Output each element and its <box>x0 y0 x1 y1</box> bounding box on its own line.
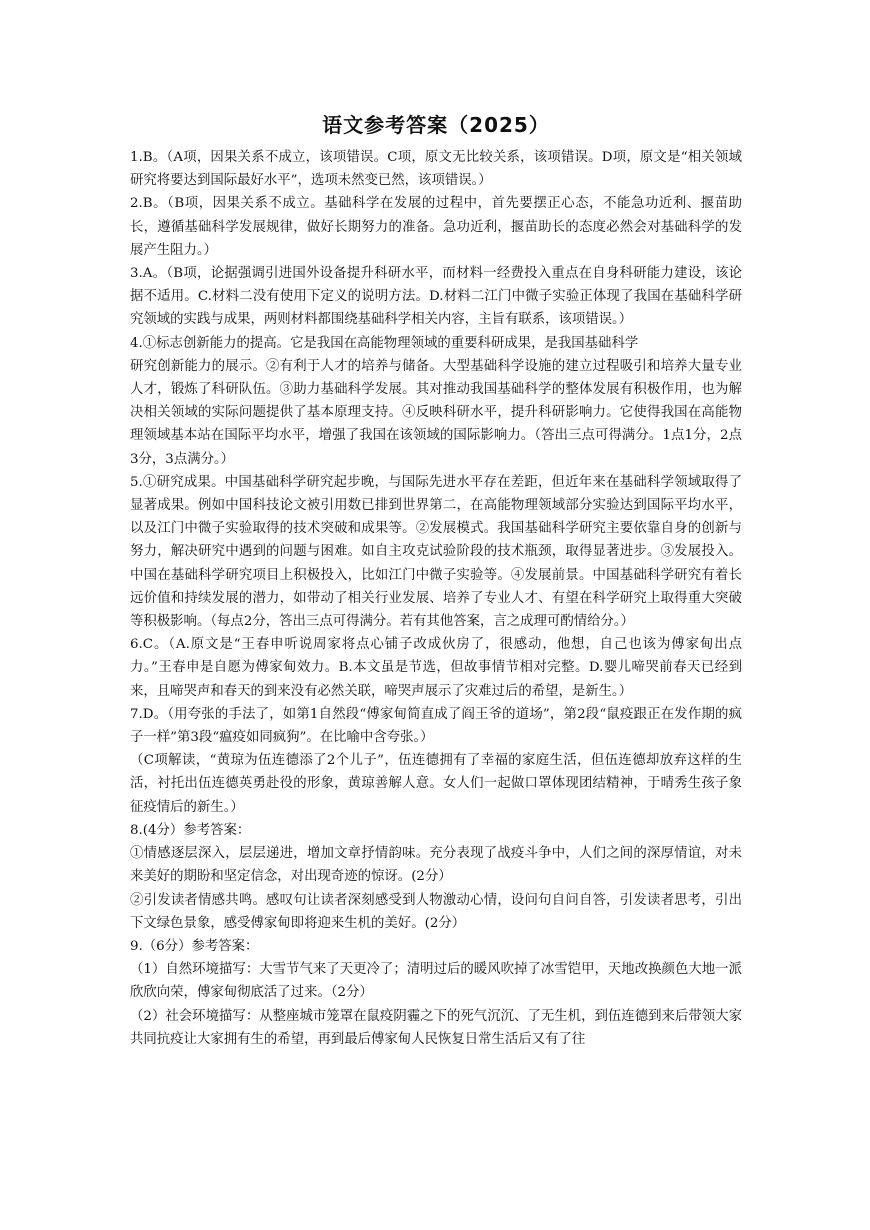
answer-9-heading: 9.（6分）参考答案： <box>130 938 259 954</box>
answer-4-line-2: 研究创新能力的展示。②有利于人才的培养与储备。大型基础科学设施的建立过程吸引和培养大量专业人才，锻炼了科研队伍。③助力基础科学发展。其对推动我国基础科学的整体发展有积极作用，也为解决相关领域的实际问题提供了基本原理支持。④反映科研水平，提升科研影响力。它使得我国在高能物理领域基本站在国际平均水平，增强了我国在该领域的国际影响力。（答出三点可得满分。1点1分，2点3分，3点满分。） <box>130 358 742 467</box>
answer-5: 5.①研究成果。中国基础科学研究起步晚，与国际先进水平存在差距，但近年来在基础科学领域取得了显著成果。例如中国科技论文被引用数已排到世界第二，在高能物理领域部分实验达到国际平均水平，以及江门中微子实验取得的技术突破和成果等。②发展模式。我国基础科学研究主要依靠自身的创新与努力，解决研究中遇到的问题与困难。如自主攻克试验阶段的技术瓶颈，取得显著进步。③发展投入。中国在基础科学研究项目上积极投入，比如江门中微子实验等。④发展前景。中国基础科学研究有着长远价值和持续发展的潜力，如带动了相关行业发展、培养了专业人才、有望在科学研究上取得重大突破等积极影响。（每点2分，答出三点可得满分。若有其他答案，言之成理可酌情给分。） <box>130 474 742 630</box>
answer-8-point-2: ②引发读者情感共鸣。感叹句让读者深刻感受到人物激动心情，设问句自问自答，引发读者思考，引出下文绿色景象，感受傅家甸即将迎来生机的美好。(2分） <box>130 892 742 931</box>
answer-content <box>130 146 742 1051</box>
answer-1: 1.B。（A项，因果关系不成立，该项错误。C项，原文无比较关系，该项错误。D项，原文是“相关领域研究将要达到国际最好水平”，选项未然变已然，该项错误。） <box>130 150 742 189</box>
answer-8-heading: 8.(4分）参考答案： <box>130 822 251 838</box>
answer-8-point-1: ①情感逐层深入，层层递进，增加文章抒情韵味。充分表现了战疫斗争中，人们之间的深厚情谊，对未来美好的期盼和坚定信念，对出现奇迹的惊讶。(2分） <box>130 846 742 885</box>
answer-4-line-1: 4.①标志创新能力的提高。它是我国在高能物理领域的重要科研成果，是我国基础科学 <box>130 335 639 351</box>
answer-sheet-page <box>130 112 742 1051</box>
answer-3: 3.A。（B项，论据强调引进国外设备提升科研水平，而材料一经费投入重点在自身科研能力建设，该论据不适用。C.材料二没有使用下定义的说明方法。D.材料二江门中微子实验正体现了我国在基础科学研究领域的实践与成果，两则材料都围绕基础科学相关内容，主旨有联系，该项错误。） <box>130 266 742 328</box>
answer-2: 2.B。（B项，因果关系不成立。基础科学在发展的过程中，首先要摆正心态，不能急功近利、揠苗助长，遵循基础科学发展规律，做好长期努力的准备。急功近利，揠苗助长的态度必然会对基础科学的发展产生阻力。） <box>130 196 742 258</box>
answer-9-point-1: （1）自然环境描写：大雪节气来了天更冷了；清明过后的暖风吹掉了冰雪铠甲，天地改换颜色大地一派欣欣向荣，傅家甸彻底活了过来。（2分） <box>130 962 742 1001</box>
answer-7: 7.D。（用夸张的手法了，如第1自然段“傅家甸简直成了阎王爷的道场”，第2段“鼠疫跟正在发作期的疯子一样”第3段“瘟疫如同疯狗”。在比喻中含夸张。） <box>130 706 742 746</box>
answer-9-point-2: （2）社会环境描写：从整座城市笼罩在鼠疫阴霾之下的死气沉沉、了无生机，到伍连德到来后带领大家共同抗疫让大家拥有生的希望，再到最后傅家甸人民恢复日常生活后又有了往 <box>130 1008 742 1047</box>
answer-6: 6.C。（A.原文是“王春申听说周家将点心铺子改成伙房了，很感动，他想，自己也该为傅家甸出点力。”王春申是自愿为傅家甸效力。B.本文虽是节选，但故事情节相对完整。D.婴儿啼哭前春天已经到来，且啼哭声和春天的到来没有必然关联，啼哭声展示了灾难过后的希望，是新生。） <box>130 637 742 699</box>
document-title: 语文参考答案（2025） <box>322 113 550 137</box>
answer-7-note: （C项解读，“黄琼为伍连德添了2个儿子”，伍连德拥有了幸福的家庭生活，但伍连德却放弃这样的生活，衬托出伍连德英勇赴役的形象，黄琼善解人意。女人们一起做口罩体现团结精神，于晴秀生孩子象征疫情后的新生。） <box>130 753 742 815</box>
